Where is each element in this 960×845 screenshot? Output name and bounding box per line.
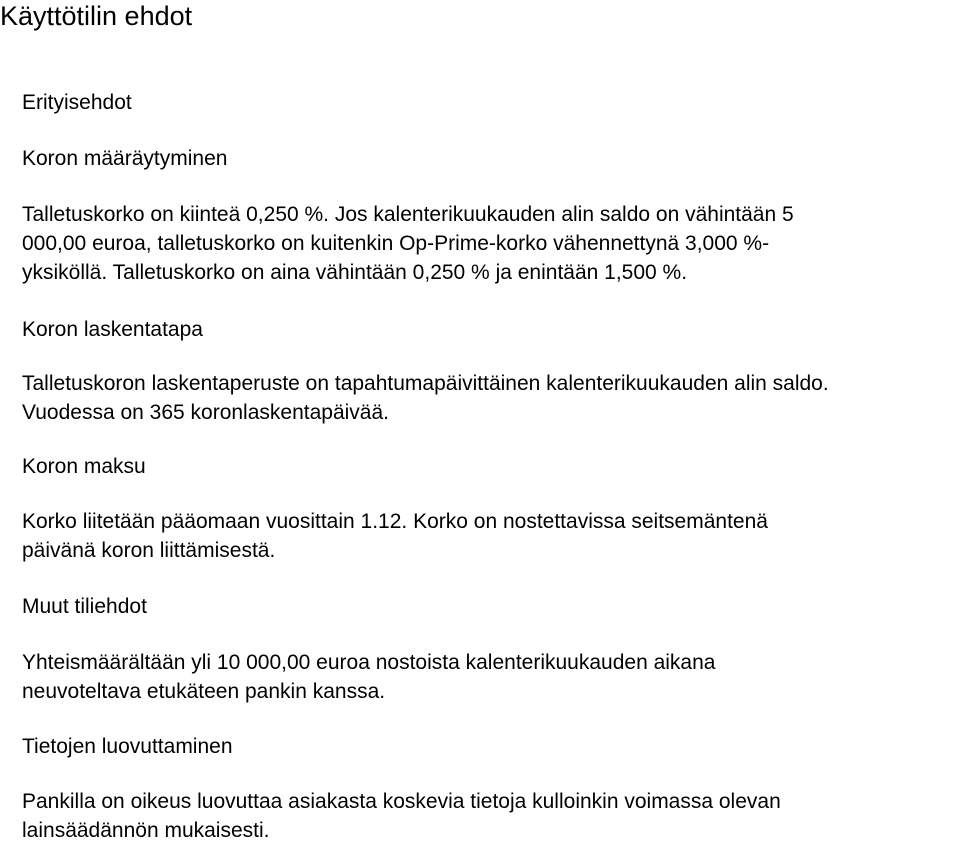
- section-heading-erityisehdot: Erityisehdot: [22, 91, 132, 114]
- text-line: yksiköllä. Talletuskorko on aina vähintään 0,250 % ja enintään 1,500 %.: [22, 261, 688, 284]
- text-line: lainsäädännön mukaisesti.: [22, 819, 270, 842]
- section-body-koron-maaraytyminen: [22, 200, 942, 287]
- section-heading-koron-laskentatapa: Koron laskentatapa: [22, 318, 203, 341]
- text-line: 000,00 euroa, talletuskorko on kuitenkin Op-Prime-korko vähennettynä 3,000 %-: [22, 232, 770, 255]
- text-line: Talletuskorko on kiinteä 0,250 %. Jos kalenterikuukauden alin saldo on vähintään 5: [22, 203, 794, 226]
- text-line: Vuodessa on 365 koronlaskentapäivää.: [22, 401, 389, 424]
- text-line: päivänä koron liittämisestä.: [22, 539, 276, 562]
- text-line: Korko liitetään pääomaan vuosittain 1.12. Korko on nostettavissa seitsemäntenä: [22, 510, 768, 533]
- section-heading-tietojen-luovuttaminen: Tietojen luovuttaminen: [22, 735, 233, 758]
- text-line: neuvoteltava etukäteen pankin kanssa.: [22, 680, 386, 703]
- section-body-muut-tiliehdot: [22, 648, 942, 706]
- section-heading-koron-maaraytyminen: Koron määräytyminen: [22, 147, 228, 170]
- section-heading-koron-maksu: Koron maksu: [22, 455, 146, 478]
- text-line: Talletuskoron laskentaperuste on tapahtumapäivittäinen kalenterikuukauden alin saldo.: [22, 372, 829, 395]
- section-body-koron-laskentatapa: [22, 369, 942, 427]
- page-title: Käyttötilin ehdot: [0, 1, 193, 31]
- section-heading-muut-tiliehdot: Muut tiliehdot: [22, 595, 147, 618]
- text-line: Pankilla on oikeus luovuttaa asiakasta koskevia tietoja kulloinkin voimassa olevan: [22, 790, 781, 813]
- text-line: Yhteismäärältään yli 10 000,00 euroa nostoista kalenterikuukauden aikana: [22, 651, 716, 674]
- section-body-tietojen-luovuttaminen: [22, 787, 942, 845]
- section-body-koron-maksu: [22, 507, 942, 565]
